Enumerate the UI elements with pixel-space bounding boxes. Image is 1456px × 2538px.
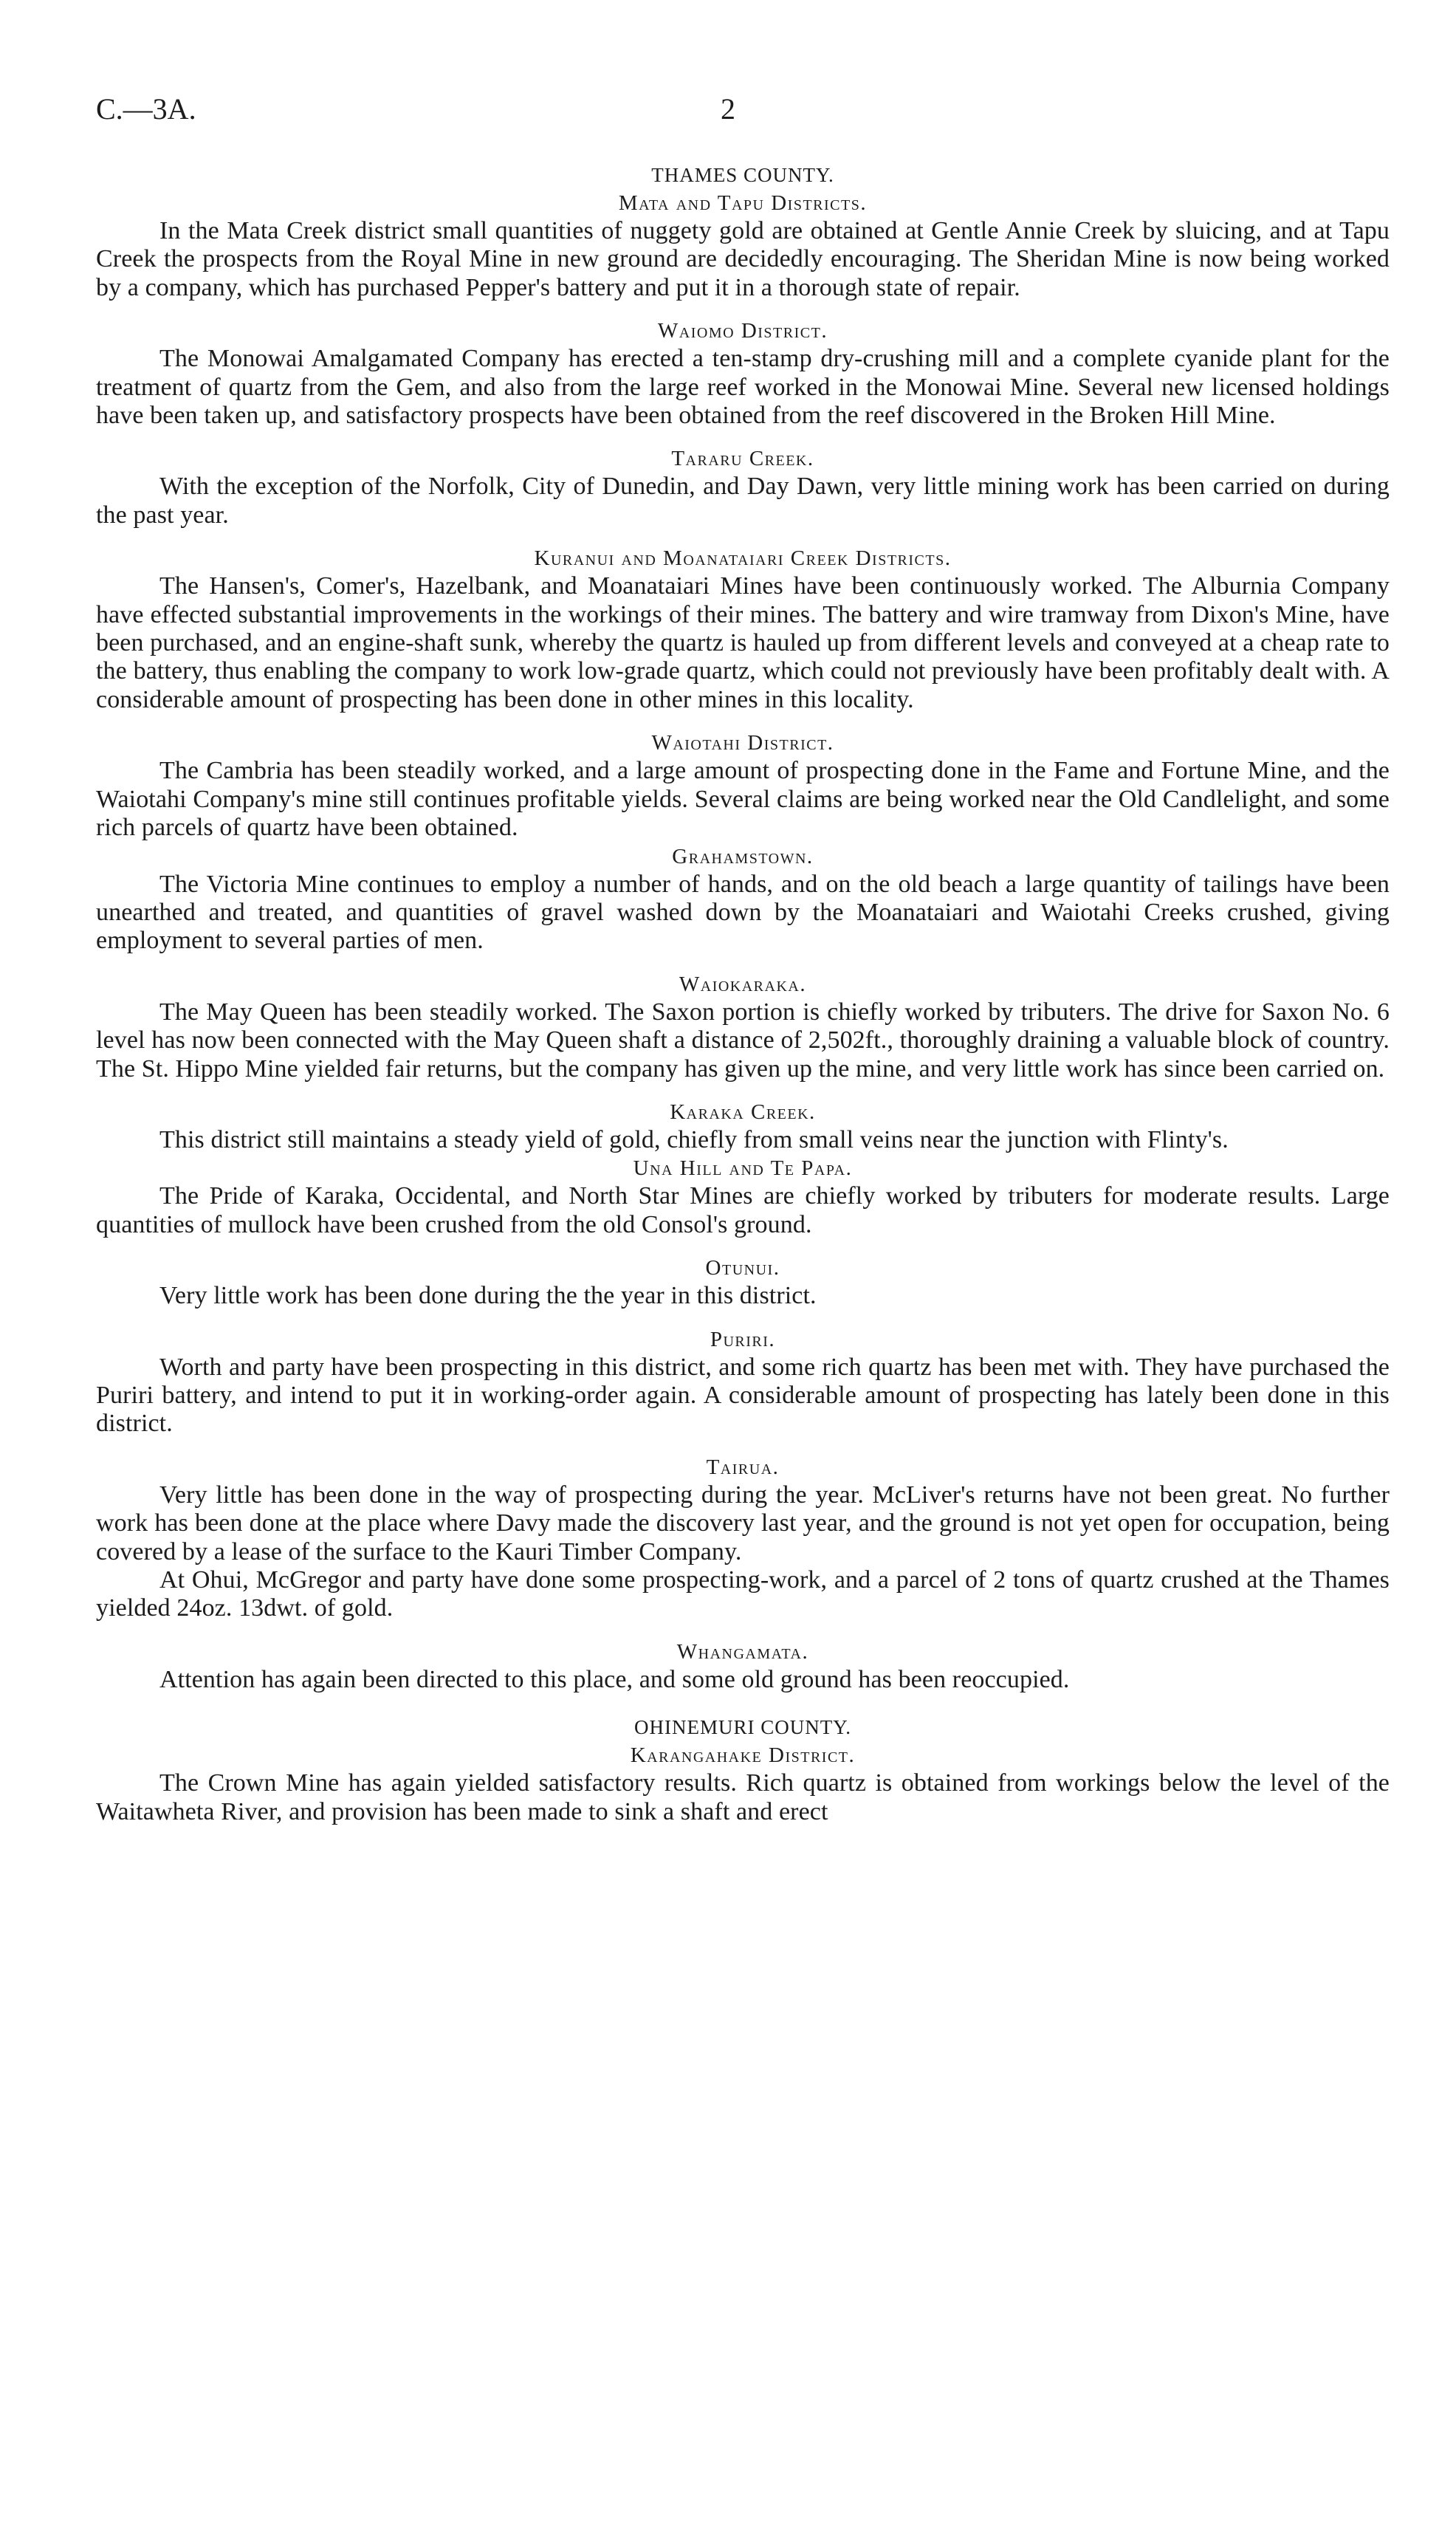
paragraph-karangahake: The Crown Mine has again yielded satisfactory results. Rich quartz is obtained from workings below the level of the Waitawheta River, and provision has been made to sink a shaft and erect <box>96 1769 1390 1825</box>
paragraph-whangamata: Attention has again been directed to this place, and some old ground has been reoccupied. <box>159 1665 1070 1693</box>
section-heading-tararu: Tararu Creek. <box>671 447 814 471</box>
paragraph-waiotahi: The Cambria has been steadily worked, and a large amount of prospecting done in the Fame and Fortune Mine, and the Waiotahi Company's mine still continues profitable yields. Several claims are being worked near the Old Candlelight, and some rich parcels of quartz have been obtained. <box>96 757 1390 842</box>
paragraph-otunui: Very little work has been done during the the year in this district. <box>159 1282 817 1310</box>
section-heading-kuranui: Kuranui and Moanataiari Creek Districts. <box>534 546 952 571</box>
section-heading-grahamstown: Grahamstown. <box>672 844 814 868</box>
paragraph-puriri: Worth and party have been prospecting in this district, and some rich quartz has been met with. They have purchased the Puriri battery, and intend to put it in working-order again. A considerable amount of prospecting has lately been done in this district. <box>96 1353 1390 1438</box>
county-heading-ohinemuri: OHINEMURI COUNTY. <box>633 1716 851 1739</box>
section-heading-karangahake: Karangahake District. <box>630 1743 856 1768</box>
paragraph-tairua-1: Very little has been done in the way of prospecting during the year. McLiver's returns have not been great. No further work has been done at the place where Davy made the discovery last year, and the ground is not yet open for occupation, being covered by a lease of the surface to the Kauri Timber Company. <box>96 1481 1390 1565</box>
page-number: 2 <box>721 92 735 126</box>
paragraph-karaka-creek: This district still maintains a steady yield of gold, chiefly from small veins near the junction with Flinty's. <box>159 1125 1229 1153</box>
county-heading-thames: THAMES COUNTY. <box>651 164 834 186</box>
paragraph-mata-tapu: In the Mata Creek district small quantities of nuggety gold are obtained at Gentle Annie Creek by sluicing, and at Tapu Creek the prospects from the Royal Mine in new ground are decidedly encouraging. The Sheridan Mine is now being worked by a company, which has purchased Pepper's battery and put it in a thorough state of repair. <box>96 217 1390 301</box>
document-reference: C.—3A. <box>96 92 196 126</box>
paragraph-waiomo: The Monowai Amalgamated Company has erected a ten-stamp dry-crushing mill and a complete cyanide plant for the treatment of quartz from the Gem, and also from the large reef worked in the Monowai Mine. Several new licensed holdings have been taken up, and satisfactory prospects have been obtained from the reef discovered in the Broken Hill Mine. <box>96 345 1390 430</box>
paragraph-grahamstown: The Victoria Mine continues to employ a number of hands, and on the old beach a large quantity of tailings have been unearthed and treated, and quantities of gravel washed down by the Moanataiari and Waiotahi Creeks crushed, giving employment to several parties of men. <box>96 870 1390 955</box>
paragraph-waiokaraka: The May Queen has been steadily worked. The Saxon portion is chiefly worked by tributers. The drive for Saxon No. 6 level has now been connected with the May Queen shaft a distance of 2,502ft., thoroughly draining a valuable block of country. The St. Hippo Mine yielded fair returns, but the company has given up the mine, and very little work has since been carried on. <box>96 998 1390 1083</box>
section-heading-puriri: Puriri. <box>710 1327 776 1351</box>
section-heading-otunui: Otunui. <box>705 1256 780 1280</box>
section-heading-waiomo: Waiomo District. <box>657 319 828 343</box>
page-body <box>96 161 1390 1826</box>
section-heading-karaka-creek: Karaka Creek. <box>670 1100 816 1124</box>
section-heading-tairua: Tairua. <box>706 1455 780 1479</box>
section-heading-mata-tapu: Mata and Tapu Districts. <box>618 191 868 215</box>
paragraph-tairua-2: At Ohui, McGregor and party have done some prospecting-work, and a parcel of 2 tons of quartz crushed at the Thames yielded 24oz. 13dwt. of gold. <box>96 1566 1390 1622</box>
section-heading-whangamata: Whangamata. <box>676 1639 809 1664</box>
section-heading-una-hill: Una Hill and Te Papa. <box>633 1156 853 1181</box>
section-heading-waiokaraka: Waiokaraka. <box>679 972 807 996</box>
section-heading-waiotahi: Waiotahi District. <box>651 731 834 755</box>
paragraph-una-hill: The Pride of Karaka, Occidental, and North Star Mines are chiefly worked by tributers for moderate results. Large quantities of mullock have been crushed from the old Consol's ground. <box>96 1182 1390 1238</box>
paragraph-tararu: With the exception of the Norfolk, City of Dunedin, and Day Dawn, very little mining work has been carried on during the past year. <box>96 473 1390 529</box>
paragraph-kuranui: The Hansen's, Comer's, Hazelbank, and Moanataiari Mines have been continuously worked. The Alburnia Company have effected substantial improvements in the workings of their mines. The battery and wire tramway from Dixon's Mine, have been purchased, and an engine-shaft sunk, whereby the quartz is hauled up from different levels and conveyed at a cheap rate to the battery, thus enabling the company to work low-grade quartz, which could not previously have been profitably dealt with. A considerable amount of prospecting has been done in other mines in this locality. <box>96 572 1390 713</box>
